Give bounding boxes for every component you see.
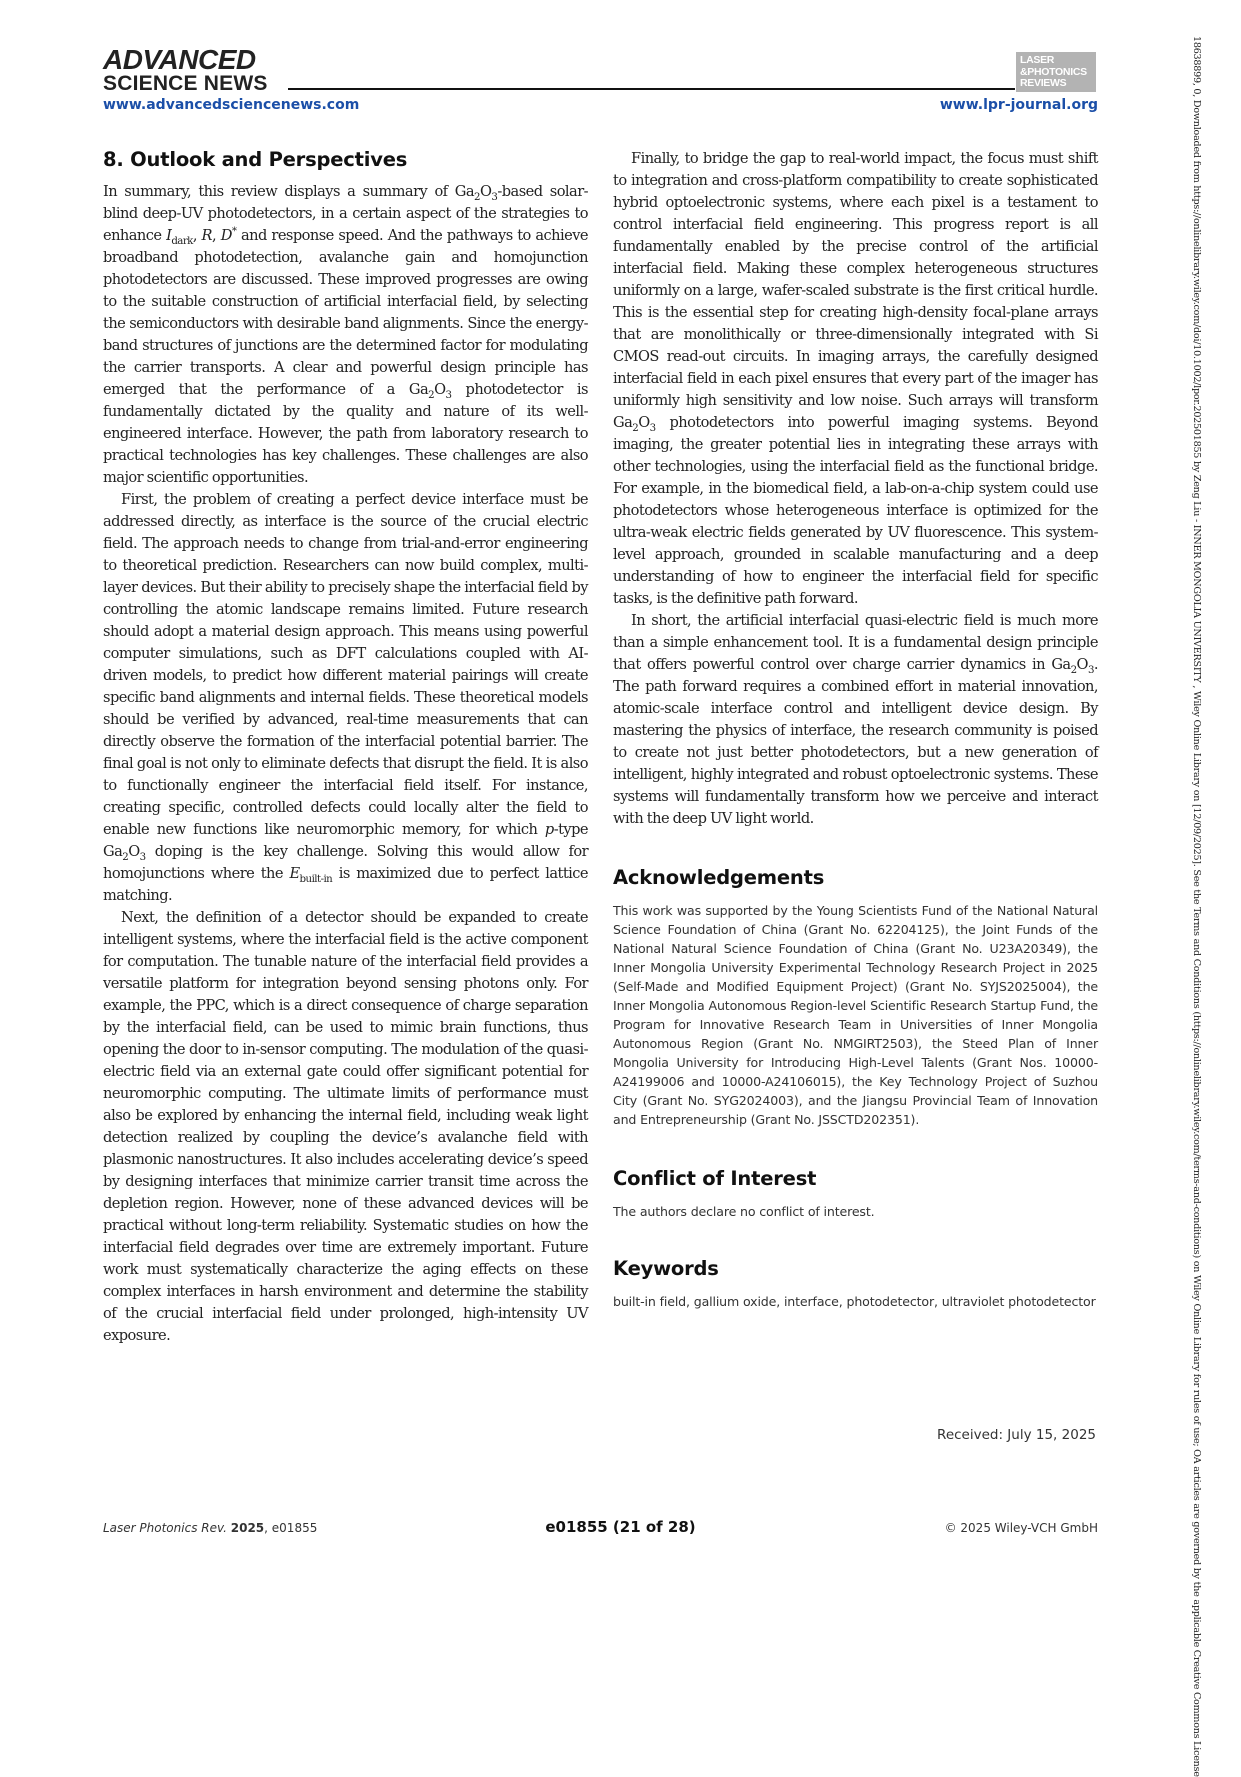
footer-copyright: © 2025 Wiley-VCH GmbH xyxy=(944,1521,1098,1535)
subscript: 2 xyxy=(474,191,480,203)
text-run: , xyxy=(192,227,202,244)
page-number: e01855 (21 of 28) xyxy=(545,1518,696,1536)
journal-logo-line: &PHOTONICS xyxy=(1020,65,1087,78)
subscript: 2 xyxy=(122,851,129,863)
conflict-heading: Conflict of Interest xyxy=(613,1167,817,1190)
text-run: doping is the key challenge. Solving this would allow for homojunctions where the xyxy=(103,843,588,882)
math-symbol: p xyxy=(544,821,554,838)
acknowledgements-heading: Acknowledgements xyxy=(613,866,825,889)
subscript: dark xyxy=(171,235,193,247)
paragraph-finally xyxy=(613,148,1098,610)
acknowledgements-text: This work was supported by the Young Scientists Fund of the National Natural Science Foundation of China (Grant No. 62204125), the Joint Funds of the National Natural Science Foundation of China (Grant No. U23A20349), the Inner Mongolia University Experimental Technology Research Project in 2025 (Self-Made and Modified Equipment Project) (Grant No. SYJS2025004), the Inner Mongolia Autonomous Region-level Scientific Research Startup Fund, the Program for Innovative Research Team in Universities of Inner Mongolia Autonomous Region (Grant No. NMGIRT2503), the Steed Plan of Inner Mongolia University for Introducing High-Level Talents (Grant Nos. 10000-A24199006 and 10000-A24106015), the Key Technology Project of Suzhou City (Grant No. SYG2024003), and the Jiangsu Provincial Team of Innovation and Entrepreneurship (Grant No. JSSCTD202351). xyxy=(613,903,1098,1127)
conflict-text: The authors declare no conflict of interest. xyxy=(613,1204,875,1219)
header-rule xyxy=(288,88,1015,90)
text-run: and response speed. And the pathways to achieve broadband photodetection, avalanche gain and homojunction photodetectors are discussed. These improved progresses are owing to the suitable construction of artificial interfacial field, by selecting the semiconductors with desirable band alignments. Since the energy-band structures of junctions are the determined factor for modulating the carrier transports. A clear and powerful design principle has emerged that the performance of a Ga xyxy=(103,227,589,398)
text-run: O xyxy=(638,414,650,431)
subscript: 3 xyxy=(445,389,452,401)
math-symbol: R xyxy=(201,227,212,244)
text-run: . The path forward requires a combined effort in material innovation, atomic-scale interface control and intelligent device design. By mastering the physics of interface, the research community is poised to create not just better photodetectors, but a new generation of intelligent, highly integrated and robust optoelectronic systems. These systems will fundamentally transform how we perceive and interact with the deep UV light world. xyxy=(613,656,1098,827)
footer-year: 2025 xyxy=(230,1521,265,1535)
subscript: 2 xyxy=(632,422,639,434)
paragraph-next: Next, the definition of a detector should be expanded to create intelligent systems, where the interfacial field is the active component for computation. The tunable nature of the interfacial field provides a versatile platform for integration beyond sensing photons only. For example, the PPC, which is a direct consequence of charge separation by the interfacial field, can be used to mimic brain functions, thus opening the door to in-sensor computing. The modulation of the quasi-electric field via an external gate could offer significant potential for neuromorphic computing. The ultimate limits of performance must also be explored by enhancing the internal field, including weak light detection realized by coupling the device’s avalanche field with plasmonic nanostructures. It also includes accelerating device’s speed by designing interfaces that minimize carrier transit time across the depletion region. However, none of these advanced devices will be practical without long-term reliability. Systematic studies on how the interfacial field degrades over time are extremely important. Future work must systematically characterize the aging effects on these complex interfaces in harsh environment and determine the stability of the crucial interfacial field under prolonged, high-intensity UV exposure. xyxy=(103,909,588,1344)
paragraph-in-short xyxy=(613,610,1098,830)
subscript: 3 xyxy=(649,422,656,434)
math-symbol: E xyxy=(289,865,300,882)
text-run: O xyxy=(480,183,492,200)
text-run: photodetector is fundamentally dictated by the quality and nature of its well-engineered interface. However, the path from laboratory research to practical technologies has key challenges. These challenges are also major scientific opportunities. xyxy=(103,381,588,486)
paragraph-first xyxy=(103,489,588,907)
subscript: 3 xyxy=(491,191,498,203)
subscript: built-in xyxy=(299,873,333,885)
subscript: 3 xyxy=(1087,664,1094,676)
text-run: First, the problem of creating a perfect device interface must be addressed directly, as interface is the source of the crucial electric field. The approach needs to change from trial-and-error engineering to theoretical prediction. Researchers can now build complex, multi-layer devices. But their ability to precisely shape the interfacial field by controlling the atomic landscape remains limited. Future research should adopt a material design approach. This means using powerful computer simulations, such as DFT calculations coupled with AI-driven models, to predict how different material pairings will create specific band alignments and internal fields. These theoretical models should be verified by advanced, real-time measurements that can directly observe the formation of the interfacial potential barrier. The final goal is not only to eliminate defects that disrupt the field. It is also to functionally engineer the interfacial field itself. For instance, creating specific, controlled defects could locally alter the field to enable new functions like neuromorphic memory, for which xyxy=(103,491,588,838)
left-column xyxy=(103,148,588,1347)
text-run: Finally, to bridge the gap to real-world impact, the focus must shift to integration and cross-platform compatibility to create sophisticated hybrid optoelectronic systems, where each pixel is a testament to control interfacial field engineering. This progress report is all fundamentally enabled by the precise control of the artificial interfacial field. Making these complex heterogeneous structures uniformly on a large, wafer-scaled substrate is the first critical hurdle. This is the essential step for creating high-density focal-plane arrays that are monolithically or three-dimensionally integrated with Si CMOS read-out circuits. In imaging arrays, the carefully designed interfacial field in each pixel ensures that every part of the imager has uniformly high sensitivity and low noise. Such arrays will transform Ga xyxy=(613,150,1098,431)
text-run: In short, the artificial interfacial quasi-electric field is much more than a simple enhancement tool. It is a fundamental design principle that offers powerful control over charge carrier dynamics in Ga xyxy=(613,612,1098,673)
text-run: is maximized due to perfect lattice matching. xyxy=(103,865,588,904)
math-symbol: I xyxy=(166,227,172,244)
subscript: 2 xyxy=(1070,664,1077,676)
paragraph-summary xyxy=(103,181,588,489)
journal-logo-line: REVIEWS xyxy=(1020,77,1067,89)
footer-article: , e01855 xyxy=(264,1521,318,1535)
text-run: O xyxy=(1076,656,1088,673)
text-run: O xyxy=(434,381,446,398)
journal-url-link[interactable]: www.lpr-journal.org xyxy=(939,97,1098,113)
publisher-logo-line2: SCIENCE NEWS xyxy=(103,72,268,95)
math-symbol: D xyxy=(220,227,232,244)
keywords-heading: Keywords xyxy=(613,1257,719,1280)
section-heading: 8. Outlook and Perspectives xyxy=(103,148,408,171)
download-watermark: 18638899, 0, Downloaded from https://onlinelibrary.wiley.com/doi/10.1002/lpor.202501855 by Zeng Liu - INNER MONGOLIA UNIVERSITY , Wiley Online Library on [12/09/2025]. See the Terms and Conditions (https://onlinelibrary.wiley.com/terms-and-conditions) on Wiley Online Library for rules of use; OA articles are governed by the applicable Creative Commons License xyxy=(1191,36,1202,1777)
superscript: * xyxy=(231,226,237,238)
text-run: photodetectors into powerful imaging systems. Beyond imaging, the greater potential lies in integrating these arrays with other technologies, using the interfacial field as the functional bridge. For example, in the biomedical field, a lab-on-a-chip system could use photodetectors whose heterogeneous interface is optimized for the ultra-weak electric fields generated by UV fluorescence. This system-level approach, grounded in scalable manufacturing and a deep understanding of how to engineer the interfacial field for specific tasks, is the definitive path forward. xyxy=(613,414,1098,607)
text-run: , xyxy=(211,227,221,244)
subscript: 3 xyxy=(139,851,146,863)
footer-journal: Laser Photonics Rev. xyxy=(103,1521,227,1535)
received-date: Received: July 15, 2025 xyxy=(937,1427,1096,1443)
text-run: -based solar-blind deep-UV photodetectors, in a certain aspect of the strategies to enhance xyxy=(103,183,589,244)
subscript: 2 xyxy=(428,389,435,401)
publisher-logo-line1: ADVANCED xyxy=(103,44,256,75)
keywords-text: built-in field, gallium oxide, interface, photodetector, ultraviolet photodetector xyxy=(613,1294,1096,1309)
publisher-logo xyxy=(103,46,268,94)
right-column xyxy=(613,148,1098,1311)
text-run: O xyxy=(128,843,140,860)
journal-logo xyxy=(1016,52,1096,92)
publisher-url-link[interactable]: www.advancedsciencenews.com xyxy=(103,97,360,113)
text-run: -type Ga xyxy=(103,821,588,860)
text-run: In summary, this review displays a summary of Ga xyxy=(103,183,475,200)
journal-logo-line: LASER xyxy=(1020,54,1055,66)
